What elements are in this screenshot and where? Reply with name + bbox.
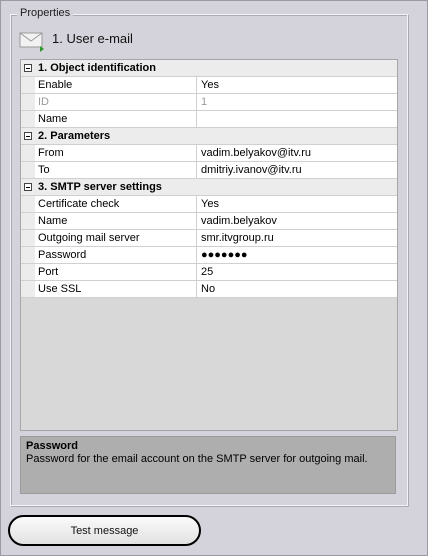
property-value[interactable]: Yes: [201, 79, 219, 91]
property-row-name[interactable]: [21, 111, 397, 128]
category-label: 2. Parameters: [38, 130, 111, 142]
category-label: 1. Object identification: [38, 62, 156, 74]
object-title: 1. User e-mail: [52, 31, 133, 46]
property-value[interactable]: vadim.belyakov: [201, 215, 277, 227]
test-message-button[interactable]: Test message: [8, 515, 201, 546]
properties-group-title: Properties: [17, 7, 73, 19]
property-name: Certificate check: [35, 196, 197, 212]
property-value[interactable]: vadim.belyakov@itv.ru: [201, 147, 311, 159]
property-name: Name: [35, 213, 197, 229]
property-name: Port: [35, 264, 197, 280]
property-row-smtp-name[interactable]: [21, 213, 397, 230]
property-name: Password: [35, 247, 197, 263]
envelope-icon: [19, 31, 45, 53]
property-value[interactable]: No: [201, 283, 216, 295]
description-text: Password for the email account on the SMTP server for outgoing mail.: [26, 453, 368, 465]
property-name: Use SSL: [35, 281, 197, 297]
property-name: To: [35, 162, 197, 178]
property-name: ID: [35, 94, 197, 110]
property-row-from[interactable]: [21, 145, 397, 162]
property-row-id[interactable]: [21, 94, 397, 111]
property-name: Outgoing mail server: [35, 230, 197, 246]
property-row-password[interactable]: [21, 247, 397, 264]
collapse-icon[interactable]: [24, 64, 32, 72]
property-value: 1: [201, 96, 208, 108]
property-row-certificate-check[interactable]: [21, 196, 397, 213]
category-smtp-server-settings[interactable]: [21, 179, 397, 196]
description-title: Password: [26, 440, 78, 452]
property-grid[interactable]: [20, 59, 398, 431]
property-value[interactable]: smr.itvgroup.ru: [201, 232, 274, 244]
property-name: From: [35, 145, 197, 161]
property-value[interactable]: [197, 111, 397, 127]
property-row-port[interactable]: [21, 264, 397, 281]
property-row-to[interactable]: [21, 162, 397, 179]
property-value[interactable]: Yes: [201, 198, 219, 210]
password-field[interactable]: ●●●●●●●: [197, 247, 397, 263]
property-row-use-ssl[interactable]: [21, 281, 397, 298]
property-value[interactable]: dmitriy.ivanov@itv.ru: [201, 164, 302, 176]
category-label: 3. SMTP server settings: [38, 181, 162, 193]
property-name: Enable: [35, 77, 197, 93]
property-name: Name: [35, 111, 197, 127]
property-row-outgoing-mail-server[interactable]: [21, 230, 397, 247]
property-row-enable[interactable]: [21, 77, 397, 94]
category-parameters[interactable]: [21, 128, 397, 145]
property-description-panel: [20, 436, 396, 494]
collapse-icon[interactable]: [24, 183, 32, 191]
category-object-identification[interactable]: [21, 60, 397, 77]
collapse-icon[interactable]: [24, 132, 32, 140]
property-value[interactable]: 25: [201, 266, 214, 278]
